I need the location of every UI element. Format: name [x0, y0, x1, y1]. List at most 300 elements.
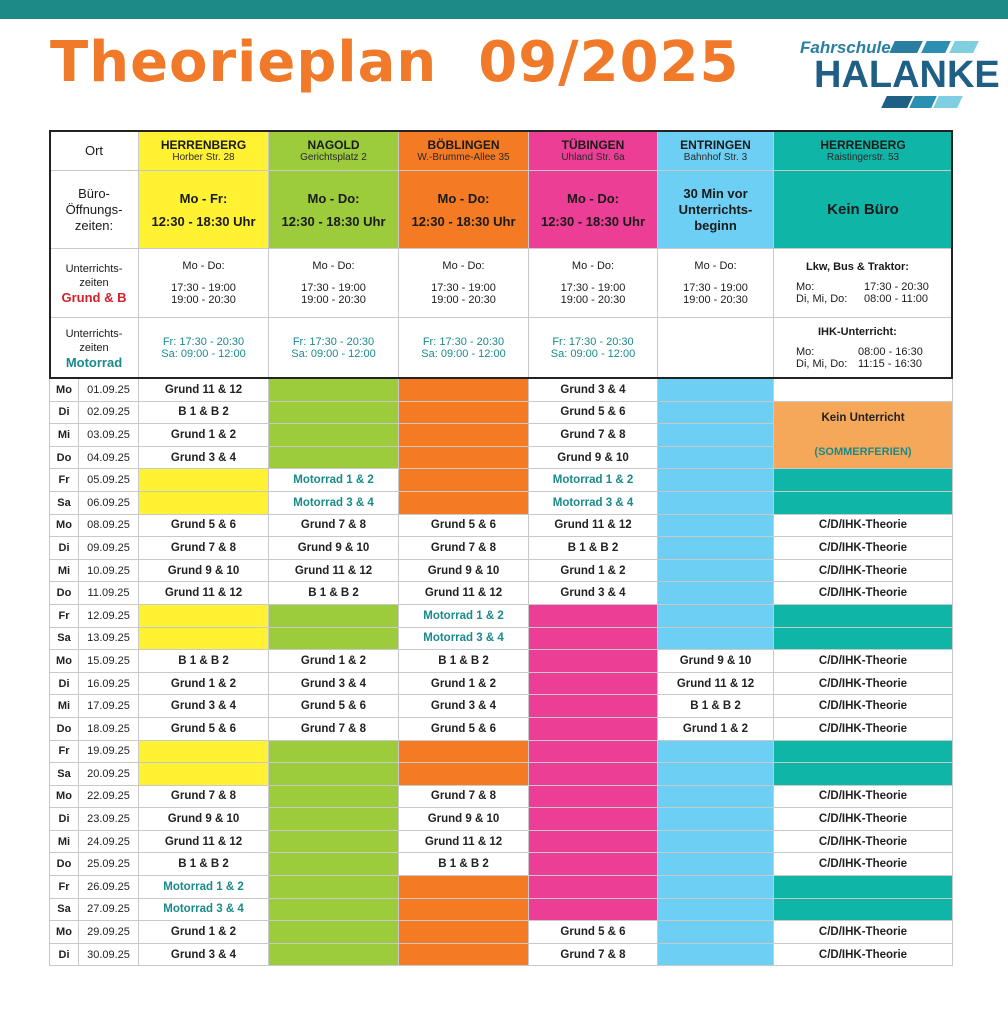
lesson-cell: C/D/IHK-Theorie — [774, 582, 953, 605]
ort-label: Ort — [50, 131, 139, 171]
lesson-cell — [529, 853, 658, 876]
office-days: Mo - Do: — [437, 190, 490, 206]
lesson-cell — [774, 469, 953, 492]
lesson-cell — [658, 921, 774, 944]
lesson-cell — [399, 401, 529, 424]
office-hours — [139, 171, 269, 249]
grund-times — [269, 249, 399, 318]
date: 18.09.25 — [79, 717, 139, 740]
lesson-cell: Grund 3 & 4 — [529, 582, 658, 605]
ihk-day: Mo: — [796, 346, 815, 358]
office-days: Mo - Do: — [567, 190, 619, 206]
times-slot: 17:30 - 19:00 — [171, 282, 236, 294]
date: 22.09.25 — [79, 785, 139, 808]
lesson-cell: Grund 3 & 4 — [139, 943, 269, 966]
lesson-cell: C/D/IHK-Theorie — [774, 537, 953, 560]
lesson-cell: C/D/IHK-Theorie — [774, 921, 953, 944]
lesson-cell: Motorrad 1 & 2 — [529, 469, 658, 492]
schedule-table — [49, 130, 953, 966]
lesson-cell: Motorrad 1 & 2 — [139, 876, 269, 899]
times-slot: 17:30 - 19:00 — [431, 282, 496, 294]
lesson-cell — [774, 876, 953, 899]
weekday: Di — [50, 537, 79, 560]
lesson-cell — [529, 808, 658, 831]
lesson-cell — [658, 830, 774, 853]
lesson-cell — [658, 514, 774, 537]
moto-slot: Sa: 09:00 - 12:00 — [291, 348, 376, 360]
lesson-cell — [529, 695, 658, 718]
weekday: Fr — [50, 469, 79, 492]
label-line: zeiten — [79, 276, 109, 289]
lesson-cell: C/D/IHK-Theorie — [774, 943, 953, 966]
label-line: Unterrichts- — [65, 262, 123, 275]
top-bar — [0, 0, 1008, 19]
logo-stripe — [881, 96, 913, 108]
lesson-cell — [658, 424, 774, 447]
lesson-cell — [529, 740, 658, 763]
lesson-cell — [399, 491, 529, 514]
location-nagold — [269, 131, 399, 171]
lesson-cell — [529, 717, 658, 740]
weekday: Do — [50, 446, 79, 469]
lesson-cell — [399, 921, 529, 944]
label-line: Öffnungs- — [65, 201, 123, 217]
date: 29.09.25 — [79, 921, 139, 944]
ihk-title: IHK-Unterricht: — [818, 326, 897, 338]
lesson-cell — [139, 763, 269, 786]
logo-stripe — [933, 96, 963, 108]
lesson-cell: Grund 7 & 8 — [529, 424, 658, 447]
date: 13.09.25 — [79, 627, 139, 650]
lesson-cell — [774, 604, 953, 627]
lesson-cell — [139, 491, 269, 514]
office-row — [50, 171, 953, 249]
lesson-cell: Motorrad 1 & 2 — [399, 604, 529, 627]
lesson-cell — [774, 898, 953, 921]
lesson-cell: B 1 & B 2 — [399, 853, 529, 876]
moto-slot: Sa: 09:00 - 12:00 — [421, 348, 506, 360]
lesson-cell: Grund 1 & 2 — [269, 650, 399, 673]
lkw-time: 08:00 - 11:00 — [864, 293, 929, 305]
moto-times-empty — [658, 318, 774, 379]
day-row — [50, 650, 953, 673]
city: ENTRINGEN — [680, 137, 751, 152]
lesson-cell — [269, 604, 399, 627]
office-line: Unterrichts- — [678, 201, 753, 217]
logo — [800, 38, 1000, 114]
ihk-time: 08:00 - 16:30 — [858, 346, 923, 358]
lesson-cell — [658, 627, 774, 650]
lesson-cell — [658, 876, 774, 899]
lesson-cell — [529, 785, 658, 808]
lesson-cell: Grund 11 & 12 — [399, 582, 529, 605]
day-row — [50, 695, 953, 718]
weekday: Fr — [50, 740, 79, 763]
weekday: Mo — [50, 379, 79, 402]
lesson-cell — [269, 379, 399, 402]
moto-times — [529, 318, 658, 379]
moto-times — [139, 318, 269, 379]
city: TÜBINGEN — [561, 137, 625, 152]
weekday: Sa — [50, 491, 79, 514]
weekday: Mo — [50, 921, 79, 944]
logo-stripe — [889, 41, 923, 53]
location-herrenberg-2 — [774, 131, 953, 171]
times-slot: 17:30 - 19:00 — [301, 282, 366, 294]
office-days: Mo - Fr: — [179, 190, 228, 206]
moto-slot: Fr: 17:30 - 20:30 — [292, 336, 375, 348]
office-hours — [529, 171, 658, 249]
lesson-cell — [658, 943, 774, 966]
ihk-time: 11:15 - 16:30 — [858, 358, 923, 370]
label-line: Büro- — [78, 185, 110, 201]
weekday: Mi — [50, 559, 79, 582]
office-line: beginn — [694, 217, 737, 233]
date: 11.09.25 — [79, 582, 139, 605]
lesson-cell: C/D/IHK-Theorie — [774, 830, 953, 853]
lesson-cell: B 1 & B 2 — [139, 853, 269, 876]
day-row — [50, 469, 953, 492]
lesson-cell: Motorrad 3 & 4 — [399, 627, 529, 650]
lesson-cell — [529, 876, 658, 899]
times-days: Mo - Do: — [694, 260, 737, 272]
day-row — [50, 401, 953, 424]
date: 15.09.25 — [79, 650, 139, 673]
lesson-cell — [658, 763, 774, 786]
location-herrenberg — [139, 131, 269, 171]
lkw-time: 17:30 - 20:30 — [864, 281, 929, 293]
lesson-cell — [658, 604, 774, 627]
lesson-cell: C/D/IHK-Theorie — [774, 672, 953, 695]
lesson-cell: Grund 7 & 8 — [399, 537, 529, 560]
lesson-cell: Grund 9 & 10 — [399, 808, 529, 831]
lesson-cell: Grund 11 & 12 — [139, 830, 269, 853]
city: HERRENBERG — [160, 137, 247, 152]
lesson-cell: Grund 7 & 8 — [269, 514, 399, 537]
location-row — [50, 131, 953, 171]
lesson-cell: Grund 9 & 10 — [399, 559, 529, 582]
ihk-times — [774, 318, 953, 379]
lesson-cell — [269, 763, 399, 786]
grund-times — [658, 249, 774, 318]
day-row — [50, 379, 953, 402]
lesson-cell: B 1 & B 2 — [529, 537, 658, 560]
office-hours — [658, 171, 774, 249]
moto-slot: Sa: 09:00 - 12:00 — [550, 348, 636, 360]
lesson-cell — [269, 921, 399, 944]
date: 24.09.25 — [79, 830, 139, 853]
times-slot: 17:30 - 19:00 — [683, 282, 748, 294]
weekday: Mi — [50, 695, 79, 718]
weekday: Mi — [50, 424, 79, 447]
lesson-cell: Grund 1 & 2 — [658, 717, 774, 740]
times-slot: 19:00 - 20:30 — [171, 294, 236, 306]
grund-times — [399, 249, 529, 318]
grund-times-row — [50, 249, 953, 318]
weekday: Sa — [50, 898, 79, 921]
lesson-cell — [658, 740, 774, 763]
holiday-block — [774, 401, 953, 469]
lesson-cell: Grund 5 & 6 — [529, 401, 658, 424]
label-line: Unterrichts- — [65, 327, 123, 340]
weekday: Di — [50, 943, 79, 966]
office-hours — [774, 171, 953, 249]
lesson-cell: Grund 9 & 10 — [269, 537, 399, 560]
lesson-cell: Grund 9 & 10 — [139, 559, 269, 582]
day-row — [50, 876, 953, 899]
office-time: 12:30 - 18:30 Uhr — [281, 213, 386, 229]
date: 16.09.25 — [79, 672, 139, 695]
lesson-cell: Grund 3 & 4 — [399, 695, 529, 718]
lesson-cell — [529, 672, 658, 695]
times-days: Mo - Do: — [312, 260, 355, 272]
lesson-cell: Grund 7 & 8 — [269, 717, 399, 740]
lesson-cell — [269, 898, 399, 921]
lesson-cell: C/D/IHK-Theorie — [774, 785, 953, 808]
date: 08.09.25 — [79, 514, 139, 537]
lesson-cell — [658, 537, 774, 560]
lesson-cell — [529, 604, 658, 627]
weekday: Di — [50, 672, 79, 695]
lesson-cell: B 1 & B 2 — [399, 650, 529, 673]
office-time: 12:30 - 18:30 Uhr — [151, 213, 256, 229]
lesson-cell — [529, 763, 658, 786]
date: 23.09.25 — [79, 808, 139, 831]
lesson-cell: Grund 7 & 8 — [399, 785, 529, 808]
lesson-cell — [139, 740, 269, 763]
location-tuebingen — [529, 131, 658, 171]
lesson-cell: Grund 3 & 4 — [269, 672, 399, 695]
address: Uhland Str. 6a — [561, 151, 625, 163]
lkw-day: Di, Mi, Do: — [796, 293, 848, 305]
lesson-cell — [139, 469, 269, 492]
weekday: Do — [50, 853, 79, 876]
weekday: Mo — [50, 650, 79, 673]
lesson-cell: Grund 9 & 10 — [658, 650, 774, 673]
weekday: Mo — [50, 514, 79, 537]
lesson-cell: Grund 5 & 6 — [139, 514, 269, 537]
date: 05.09.25 — [79, 469, 139, 492]
lesson-cell: Grund 1 & 2 — [139, 672, 269, 695]
times-slot: 17:30 - 19:00 — [560, 282, 626, 294]
weekday: Fr — [50, 604, 79, 627]
lesson-cell — [774, 379, 953, 402]
date: 09.09.25 — [79, 537, 139, 560]
lesson-cell — [658, 582, 774, 605]
location-entringen — [658, 131, 774, 171]
day-row — [50, 830, 953, 853]
label-line: Motorrad — [65, 354, 123, 370]
date: 27.09.25 — [79, 898, 139, 921]
date: 20.09.25 — [79, 763, 139, 786]
lesson-cell — [658, 446, 774, 469]
lesson-cell — [399, 898, 529, 921]
lesson-cell: Grund 7 & 8 — [139, 785, 269, 808]
day-row — [50, 763, 953, 786]
lesson-cell: Grund 5 & 6 — [269, 695, 399, 718]
times-days: Mo - Do: — [182, 260, 225, 272]
lesson-cell — [269, 424, 399, 447]
lesson-cell — [529, 627, 658, 650]
grund-times — [139, 249, 269, 318]
times-slot: 19:00 - 20:30 — [560, 294, 626, 306]
grund-label — [50, 249, 139, 318]
times-days: Mo - Do: — [442, 260, 485, 272]
lesson-cell — [774, 627, 953, 650]
weekday: Mo — [50, 785, 79, 808]
holiday-line: (SOMMERFERIEN) — [814, 445, 912, 458]
lesson-cell — [399, 943, 529, 966]
lesson-cell — [269, 853, 399, 876]
weekday: Di — [50, 808, 79, 831]
day-row — [50, 943, 953, 966]
lesson-cell: C/D/IHK-Theorie — [774, 853, 953, 876]
date: 19.09.25 — [79, 740, 139, 763]
date: 25.09.25 — [79, 853, 139, 876]
city: HERRENBERG — [820, 137, 906, 152]
label-line: zeiten — [79, 341, 109, 354]
lesson-cell: Motorrad 3 & 4 — [529, 491, 658, 514]
moto-label — [50, 318, 139, 379]
moto-times — [399, 318, 529, 379]
address: Gerichtsplatz 2 — [300, 151, 367, 163]
lesson-cell: Grund 1 & 2 — [139, 921, 269, 944]
lesson-cell — [269, 830, 399, 853]
office-hours — [399, 171, 529, 249]
lesson-cell — [269, 785, 399, 808]
lesson-cell: Motorrad 3 & 4 — [139, 898, 269, 921]
lesson-cell — [658, 491, 774, 514]
date: 02.09.25 — [79, 401, 139, 424]
lkw-day: Mo: — [796, 281, 815, 293]
day-row — [50, 717, 953, 740]
address: Horber Str. 28 — [172, 151, 235, 163]
city: NAGOLD — [307, 137, 360, 152]
office-time: 12:30 - 18:30 Uhr — [540, 213, 646, 229]
lesson-cell — [658, 898, 774, 921]
lesson-cell — [399, 876, 529, 899]
label-line: zeiten: — [74, 217, 114, 233]
lesson-cell: C/D/IHK-Theorie — [774, 808, 953, 831]
day-row — [50, 785, 953, 808]
lesson-cell — [399, 424, 529, 447]
lkw-times — [774, 249, 953, 318]
date: 04.09.25 — [79, 446, 139, 469]
lesson-cell: C/D/IHK-Theorie — [774, 717, 953, 740]
lesson-cell: Grund 5 & 6 — [529, 921, 658, 944]
day-row — [50, 559, 953, 582]
lesson-cell: C/D/IHK-Theorie — [774, 695, 953, 718]
times-slot: 19:00 - 20:30 — [683, 294, 748, 306]
moto-slot: Fr: 17:30 - 20:30 — [162, 336, 245, 348]
day-row — [50, 740, 953, 763]
lesson-cell — [269, 876, 399, 899]
lesson-cell: Grund 9 & 10 — [529, 446, 658, 469]
lesson-cell: Grund 1 & 2 — [139, 424, 269, 447]
date: 06.09.25 — [79, 491, 139, 514]
day-row — [50, 898, 953, 921]
lesson-cell — [658, 401, 774, 424]
address: Raistingerstr. 53 — [826, 151, 900, 163]
office-line: 30 Min vor — [683, 185, 748, 201]
lesson-cell: B 1 & B 2 — [269, 582, 399, 605]
weekday: Do — [50, 582, 79, 605]
lesson-cell: Grund 7 & 8 — [529, 943, 658, 966]
date: 03.09.25 — [79, 424, 139, 447]
lesson-cell: Grund 11 & 12 — [399, 830, 529, 853]
logo-stripe — [921, 41, 951, 53]
day-row — [50, 921, 953, 944]
office-text: Kein Büro — [827, 201, 899, 218]
city: BÖBLINGEN — [427, 137, 500, 152]
date: 10.09.25 — [79, 559, 139, 582]
lesson-cell — [399, 740, 529, 763]
day-row — [50, 604, 953, 627]
office-label — [50, 171, 139, 249]
lesson-cell — [139, 627, 269, 650]
lesson-cell: B 1 & B 2 — [139, 401, 269, 424]
moto-slot: Fr: 17:30 - 20:30 — [422, 336, 505, 348]
lesson-cell — [529, 830, 658, 853]
lesson-cell: Grund 3 & 4 — [139, 695, 269, 718]
lesson-cell — [399, 446, 529, 469]
lesson-cell: Grund 1 & 2 — [529, 559, 658, 582]
lesson-cell — [658, 469, 774, 492]
lesson-cell — [399, 379, 529, 402]
date: 01.09.25 — [79, 379, 139, 402]
lesson-cell — [269, 627, 399, 650]
lesson-cell — [399, 469, 529, 492]
lesson-cell — [139, 604, 269, 627]
holiday-line: Kein Unterricht — [821, 411, 905, 424]
lesson-cell — [529, 898, 658, 921]
weekday: Sa — [50, 763, 79, 786]
weekday: Di — [50, 401, 79, 424]
lesson-cell: Grund 5 & 6 — [139, 717, 269, 740]
moto-times — [269, 318, 399, 379]
lesson-cell: Motorrad 1 & 2 — [269, 469, 399, 492]
lesson-cell: B 1 & B 2 — [658, 695, 774, 718]
page-title: Theorieplan 09/2025 — [50, 30, 740, 95]
location-boeblingen — [399, 131, 529, 171]
moto-slot: Fr: 17:30 - 20:30 — [552, 336, 634, 348]
lesson-cell: Grund 11 & 12 — [529, 514, 658, 537]
office-time: 12:30 - 18:30 Uhr — [411, 213, 516, 229]
date: 17.09.25 — [79, 695, 139, 718]
day-row — [50, 514, 953, 537]
lkw-title: Lkw, Bus & Traktor: — [806, 261, 909, 273]
day-row — [50, 672, 953, 695]
lesson-cell: Grund 11 & 12 — [139, 582, 269, 605]
lesson-cell — [658, 808, 774, 831]
lesson-cell: Motorrad 3 & 4 — [269, 491, 399, 514]
lesson-cell: C/D/IHK-Theorie — [774, 650, 953, 673]
times-slot: 19:00 - 20:30 — [431, 294, 496, 306]
lesson-cell: Grund 9 & 10 — [139, 808, 269, 831]
lesson-cell — [774, 740, 953, 763]
day-row — [50, 853, 953, 876]
moto-times-row — [50, 318, 953, 379]
grund-times — [529, 249, 658, 318]
lesson-cell: C/D/IHK-Theorie — [774, 559, 953, 582]
date: 26.09.25 — [79, 876, 139, 899]
lesson-cell — [529, 650, 658, 673]
ihk-day: Di, Mi, Do: — [796, 358, 848, 370]
times-days: Mo - Do: — [571, 260, 615, 272]
weekday: Do — [50, 717, 79, 740]
weekday: Mi — [50, 830, 79, 853]
lesson-cell — [658, 379, 774, 402]
